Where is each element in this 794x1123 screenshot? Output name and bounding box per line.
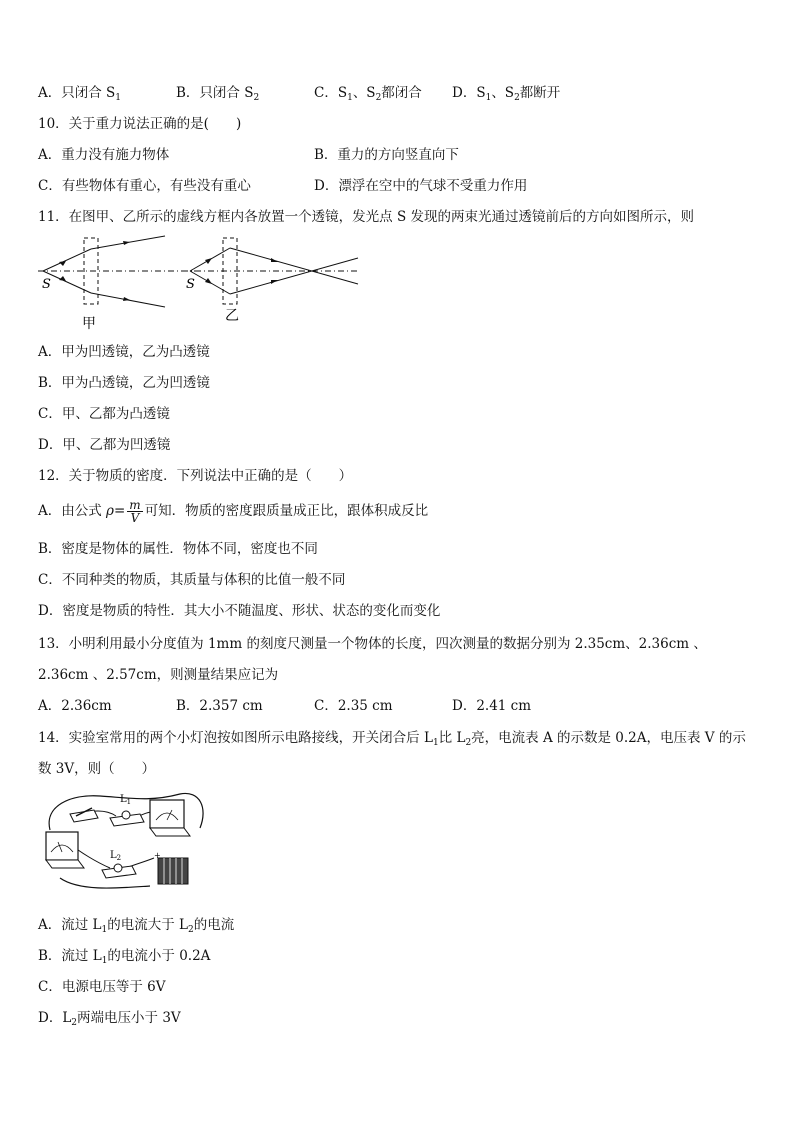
arrow-icon [205,278,212,284]
q14-stem-line1: 14．实验室常用的两个小灯泡按如图所示电路接线，开关闭合后 $L_1$比 $L_2$亮，电流表 A 的示数是 0.2A，电压表 V 的示 [38,730,746,748]
q13-option-c: C．2.35 cm [314,698,393,714]
q13-option-a: A．2.36cm [38,698,112,714]
lamp-l1-icon [110,811,144,826]
q14-stem-line2: 数 3V，则（ ） [38,761,156,777]
ray-upper-out-yi [230,248,358,284]
figure-yi-label: 乙 [225,308,239,324]
lamp-l2-label: $L_2$ [110,850,122,862]
q11-option-b: B．甲为凸透镜，乙为凹透镜 [38,375,210,391]
q13-option-d: D．2.41 cm [452,698,532,714]
q9-option-a: A．只闭合 $S_1$ [38,85,122,103]
wire [60,878,150,888]
q13-option-b: B．2.357 cm [176,698,263,714]
switch-icon [70,808,98,822]
q13-stem-line2: 2.36cm 、2.57cm，则测量结果应记为 [38,667,279,683]
q11-option-c: C．甲、乙都为凸透镜 [38,406,170,422]
point-s-label-yi: S [186,277,195,292]
ammeter-icon [46,832,84,868]
lamp-l1-label: $L_1$ [120,794,132,806]
ray-upper-in-jia [43,249,91,271]
q12-option-d: D．密度是物质的特性．其大小不随温度、形状、状态的变化而变化 [38,603,441,619]
q12-option-a: A．由公式 ρ= $\frac{m}{V}$ 可知．物质的密度跟质量成正比，跟体积成反比 [38,498,429,525]
density-formula-fraction: $\frac{m}{V}$ [129,498,141,525]
q10-option-d: D．漂浮在空中的气球不受重力作用 [314,178,528,194]
point-s-label-jia: S [42,277,51,292]
voltmeter-icon [150,800,190,836]
q11-stem: 11．在图甲、乙所示的虚线方框内各放置一个透镜，发光点 S 发现的两束光通过透镜前后的方向如图所示，则 [38,209,695,225]
rho-symbol: ρ [106,503,114,519]
q10-option-c: C．有些物体有重心，有些没有重心 [38,178,251,194]
q14-option-a: A．流过 $L_1$的电流大于 $L_2$的电流 [38,917,235,935]
q12-stem: 12．关于物质的密度．下列说法中正确的是（ ） [38,468,353,484]
arrow-icon [205,258,212,264]
q10-option-a: A．重力没有施力物体 [38,147,170,163]
q12-option-b: B．密度是物体的属性．物体不同，密度也不同 [38,541,318,557]
circuit-diagram [40,788,210,896]
arrow-icon [123,241,130,245]
q11-option-d: D．甲、乙都为凹透镜 [38,437,171,453]
q14-option-b: B．流过 $L_1$的电流小于 0.2A [38,948,211,966]
q14-option-d: D．$L_2$两端电压小于 3V [38,1010,181,1028]
q14-option-c: C．电源电压等于 6V [38,979,166,995]
svg-text:+: + [154,851,161,860]
q10-stem: 10．关于重力说法正确的是( ) [38,116,242,132]
q12-option-c: C．不同种类的物质，其质量与体积的比值一般不同 [38,572,346,588]
q11-option-a: A．甲为凹透镜，乙为凸透镜 [38,344,210,360]
lamp-l2-icon [102,864,136,878]
lens-ray-diagram [30,228,370,338]
battery-icon [154,851,188,884]
q10-option-b: B．重力的方向竖直向下 [314,147,459,163]
q9-option-c: C．$S_1$、$S_2$都闭合 [314,85,422,103]
ray-lower-out-yi [230,258,358,294]
figure-jia-label: 甲 [82,316,96,332]
q13-stem-line1: 13．小明利用最小分度值为 1mm 的刻度尺测量一个物体的长度，四次测量的数据分别为 2.35cm、2.36cm 、 [38,636,707,652]
q9-option-b: B．只闭合 $S_2$ [176,85,260,103]
q9-option-d: D．$S_1$、$S_2$都断开 [452,85,561,103]
